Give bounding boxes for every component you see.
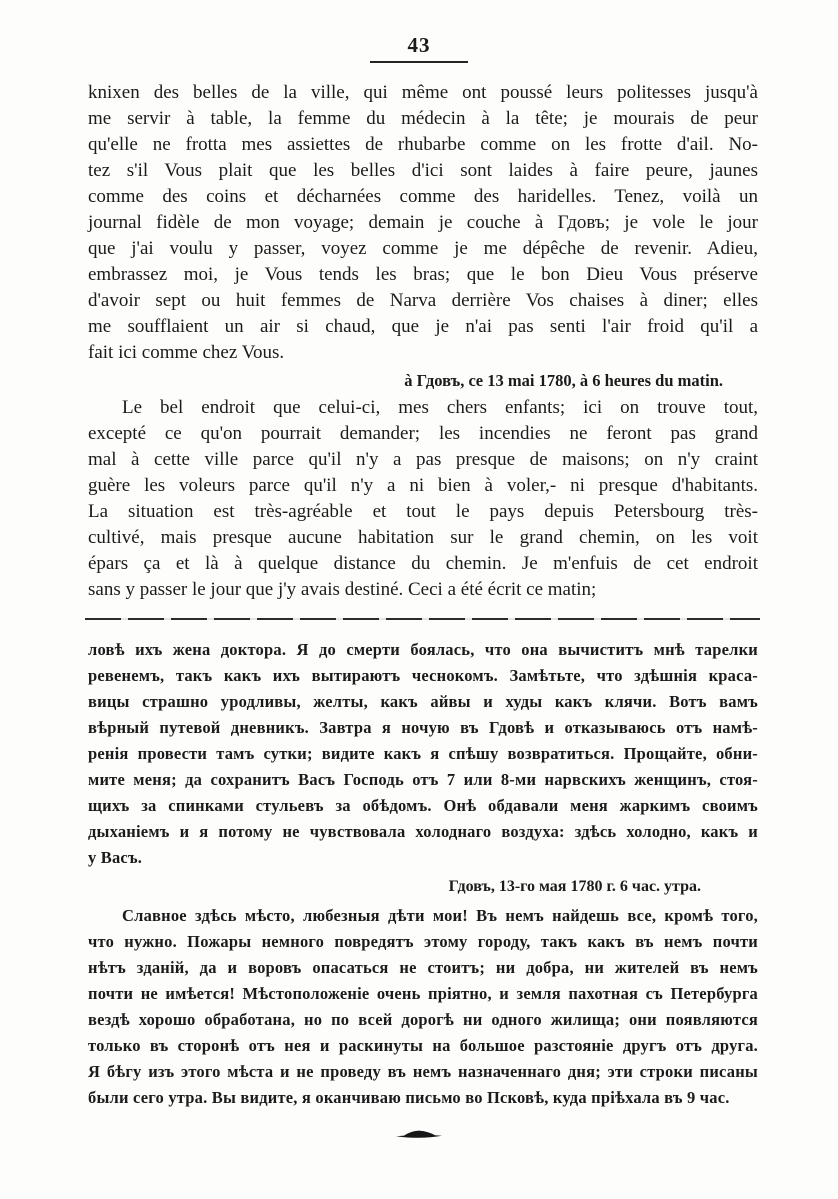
- page-number: 43: [407, 33, 431, 57]
- french-dateline: à Гдовъ, ce 13 mai 1780, à 6 heures du matin.: [404, 371, 723, 390]
- text-line: были сего утра. Вы видите, я оканчиваю письмо во Псковѣ, куда пріѣхала въ 9 час.: [88, 1088, 730, 1107]
- text-line: Le bel endroit que celui-ci, mes chers enfants; ici on trouve tout,: [122, 397, 758, 418]
- text-line: вездѣ хорошо обработана, но по всей дорогѣ ни одного жилища; они появляются: [88, 1010, 758, 1029]
- text-line: мите меня; да сохранитъ Васъ Господь отъ 7 или 8-ми нарвскихъ женщинъ, стоя-: [88, 770, 758, 789]
- russian-text-column: [88, 637, 758, 1111]
- text-line: дыханіемъ и я потому не чувствовала холоднаго воздуха: здѣсь холодно, какъ и: [88, 822, 758, 841]
- text-line: embrassez moi, je Vous tends les bras; que le bon Dieu Vous préserve: [88, 264, 758, 285]
- text-line: mal à cette ville parce qu'il n'y a pas presque de maisons; on n'y craint: [88, 449, 758, 470]
- text-line: ревенемъ, такъ какъ ихъ вытираютъ чеснокомъ. Замѣтьте, что здѣшнія краса-: [88, 666, 758, 685]
- section-separator-rule: [85, 618, 760, 620]
- printers-end-ornament-icon: [395, 1129, 443, 1139]
- text-line: cultivé, mais presque aucune habitation sur le grand chemin, on les voit: [88, 527, 758, 548]
- text-line: ренія провести тамъ сутки; видите какъ я спѣшу возвратиться. Прощайте, обни-: [88, 744, 758, 763]
- text-line: épars ça et là à quelque distance du chemin. Je m'enfuis de cet endroit: [88, 553, 758, 574]
- russian-dateline: Гдовъ, 13-го мая 1780 г. 6 час. утра.: [448, 878, 701, 895]
- russian-paragraph-2: [88, 903, 758, 1111]
- page-header: [0, 0, 838, 63]
- page-number-rule: [370, 61, 468, 63]
- text-line: нѣтъ зданій, да и воровъ опасаться не стоитъ; ни добра, ни жителей въ немъ: [88, 958, 758, 977]
- text-line: tez s'il Vous plait que les belles d'ici sont laides à faire peure, jaunes: [88, 160, 758, 181]
- text-line: почти не имѣется! Мѣстоположеніе очень пріятно, и земля пахотная съ Петербурга: [88, 984, 758, 1003]
- text-line: excepté ce qu'on pourrait demander; les incendies ne feront pas grand: [88, 423, 758, 444]
- text-line: comme des coins et décharnées comme des haridelles. Tenez, voilà un: [88, 186, 758, 207]
- text-line: щихъ за спинками стульевъ за обѣдомъ. Онѣ обдавали меня жаркимъ своимъ: [88, 796, 758, 815]
- text-line: Славное здѣсь мѣсто, любезныя дѣти мои! Въ немъ найдешь все, кромѣ того,: [122, 906, 758, 925]
- text-column: [88, 80, 758, 603]
- text-line: вицы страшно уродливы, желты, какъ айвы и худы какъ клячи. Вотъ вамъ: [88, 692, 758, 711]
- end-ornament-container: [0, 1126, 838, 1144]
- text-line: knixen des belles de la ville, qui même ont poussé leurs politesses jusqu'à: [88, 82, 758, 103]
- text-line: guère les voleurs parce qu'il n'y a ni bien à voler,- ni presque d'habitants.: [88, 475, 758, 496]
- text-line: fait ici comme chez Vous.: [88, 342, 285, 363]
- french-paragraph-1: [88, 80, 758, 366]
- text-line: La situation est très-agréable et tout le pays depuis Petersbourg très-: [88, 501, 758, 522]
- text-line: Я бѣгу изъ этого мѣста и не проведу въ немъ назначеннаго дня; эти строки писаны: [88, 1062, 758, 1081]
- text-line: journal fidèle de mon voyage; demain je couche à Гдовъ; je vole le jour: [88, 212, 758, 233]
- text-line: ловѣ ихъ жена доктора. Я до смерти боялась, что она вычиститъ мнѣ тарелки: [88, 640, 758, 659]
- text-line: у Васъ.: [88, 848, 143, 867]
- text-line: sans y passer le jour que j'y avais destiné. Ceci a été écrit ce matin;: [88, 579, 597, 600]
- text-line: d'avoir sept ou huit femmes de Narva derrière Vos chaises à diner; elles: [88, 290, 758, 311]
- text-line: только въ сторонѣ отъ нея и раскинуты на большое разстояніе другъ отъ друга.: [88, 1036, 758, 1055]
- text-line: вѣрный путевой дневникъ. Завтра я ночую въ Гдовѣ и отказываюсь отъ намѣ-: [88, 718, 758, 737]
- text-line: me servir à table, la femme du médecin à la tête; je mourais de peur: [88, 108, 758, 129]
- text-line: que j'ai voulu y passer, voyez comme je me dépêche de revenir. Adieu,: [88, 238, 758, 259]
- text-line: что нужно. Пожары немного повредятъ этому городу, такъ какъ въ немъ почти: [88, 932, 758, 951]
- text-line: me soufflaient un air si chaud, que je n'ai pas senti l'air froid qu'il a: [88, 316, 758, 337]
- text-line: qu'elle ne frotta mes assiettes de rhubarbe comme on les frotte d'ail. No-: [88, 134, 758, 155]
- french-paragraph-2: [88, 395, 758, 603]
- russian-paragraph-1: [88, 637, 758, 871]
